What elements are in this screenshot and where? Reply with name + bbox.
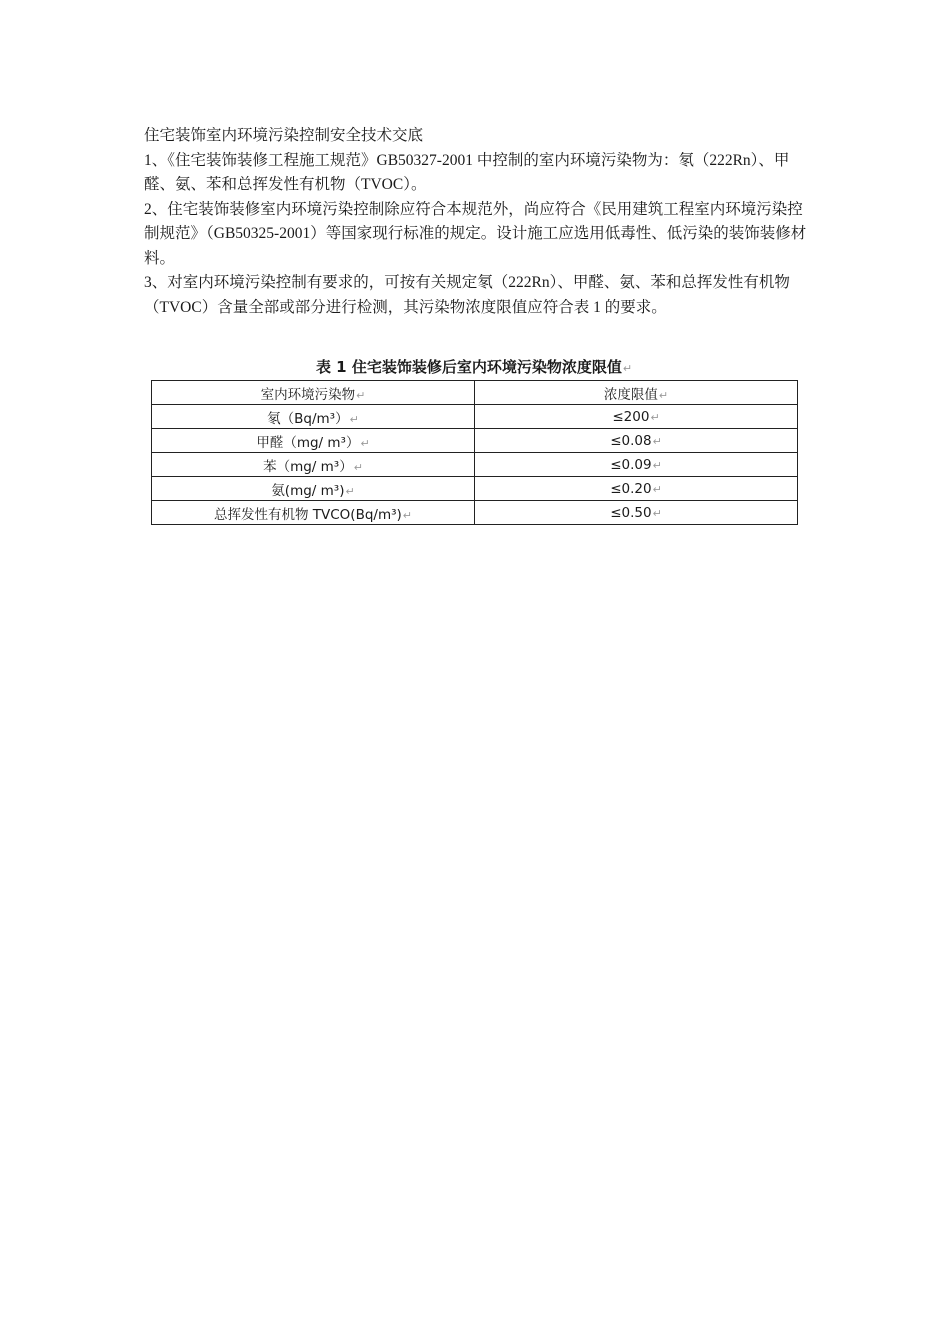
paragraph-mark-icon: ↵	[356, 388, 366, 402]
paragraph-mark-icon: ↵	[650, 410, 660, 424]
table-cell	[152, 477, 475, 501]
paragraph-mark-icon: ↵	[652, 458, 662, 472]
paragraph-mark-icon: ↵	[345, 484, 355, 498]
pollutant-limit: ≤0.08	[610, 432, 652, 449]
pollutant-limit: ≤0.20	[610, 480, 652, 497]
table-row	[152, 405, 798, 429]
table-cell	[152, 453, 475, 477]
pollutant-name: 氡（Bq/m³）	[267, 410, 349, 427]
paragraph-mark-icon: ↵	[652, 434, 662, 448]
pollutant-name: 氨(mg/ m³)	[271, 482, 345, 499]
table-row	[152, 429, 798, 453]
table-header-cell	[475, 381, 798, 405]
paragraph-mark-icon: ↵	[658, 388, 669, 402]
paragraph-3: 3、对室内环境污染控制有要求的，可按有关规定氡（222Rn）、甲醛、氨、苯和总挥发性有机物（TVOC）含量全部或部分进行检测，其污染物浓度限值应符合表 1 的要求。	[144, 274, 790, 316]
table-cell	[475, 477, 798, 501]
table-row	[152, 477, 798, 501]
paragraph-mark-icon: ↵	[652, 506, 662, 520]
table-header-row	[152, 381, 798, 405]
table-cell	[475, 453, 798, 477]
header-limit: 浓度限值	[603, 386, 658, 403]
table-cell	[475, 405, 798, 429]
table-cell	[152, 501, 475, 525]
pollutant-name: 总挥发性有机物 TVCO(Bq/m³)	[213, 506, 402, 523]
paragraph-mark-icon: ↵	[402, 508, 413, 522]
table-caption-text: 表 1 住宅装饰装修后室内环境污染物浓度限值	[315, 358, 622, 376]
pollutant-limit: ≤0.09	[610, 456, 652, 473]
paragraph-mark-icon: ↵	[652, 482, 662, 496]
table-caption	[151, 356, 797, 377]
header-pollutant: 室内环境污染物	[260, 386, 356, 403]
paragraph-mark-icon: ↵	[622, 362, 633, 375]
document-body	[144, 124, 814, 320]
table-cell	[475, 501, 798, 525]
table-row	[152, 501, 798, 525]
paragraph-1: 1、《住宅装饰装修工程施工规范》GB50327-2001 中控制的室内环境污染物为：氡（222Rn）、甲醛、氨、苯和总挥发性有机物（TVOC）。	[144, 151, 790, 193]
pollutant-limit: ≤200	[612, 408, 650, 425]
paragraph-mark-icon: ↵	[349, 412, 359, 426]
paragraph-mark-icon: ↵	[360, 436, 370, 450]
table-row	[152, 453, 798, 477]
document-title: 住宅装饰室内环境污染控制安全技术交底	[144, 127, 424, 144]
paragraph-mark-icon: ↵	[353, 460, 363, 474]
pollutant-name: 甲醛（mg/ m³）	[256, 434, 360, 451]
paragraph-2: 2、住宅装饰装修室内环境污染控制除应符合本规范外，尚应符合《民用建筑工程室内环境污染控制规范》（GB50325-2001）等国家现行标准的规定。设计施工应选用低毒性、低污染的装饰装修材料。	[144, 200, 807, 267]
table-cell	[152, 429, 475, 453]
pollutant-name: 苯（mg/ m³）	[263, 458, 353, 475]
pollutant-limit: ≤0.50	[610, 504, 652, 521]
table-cell	[152, 405, 475, 429]
table-header-cell	[152, 381, 475, 405]
pollutant-limits-table	[151, 380, 798, 525]
table-cell	[475, 429, 798, 453]
